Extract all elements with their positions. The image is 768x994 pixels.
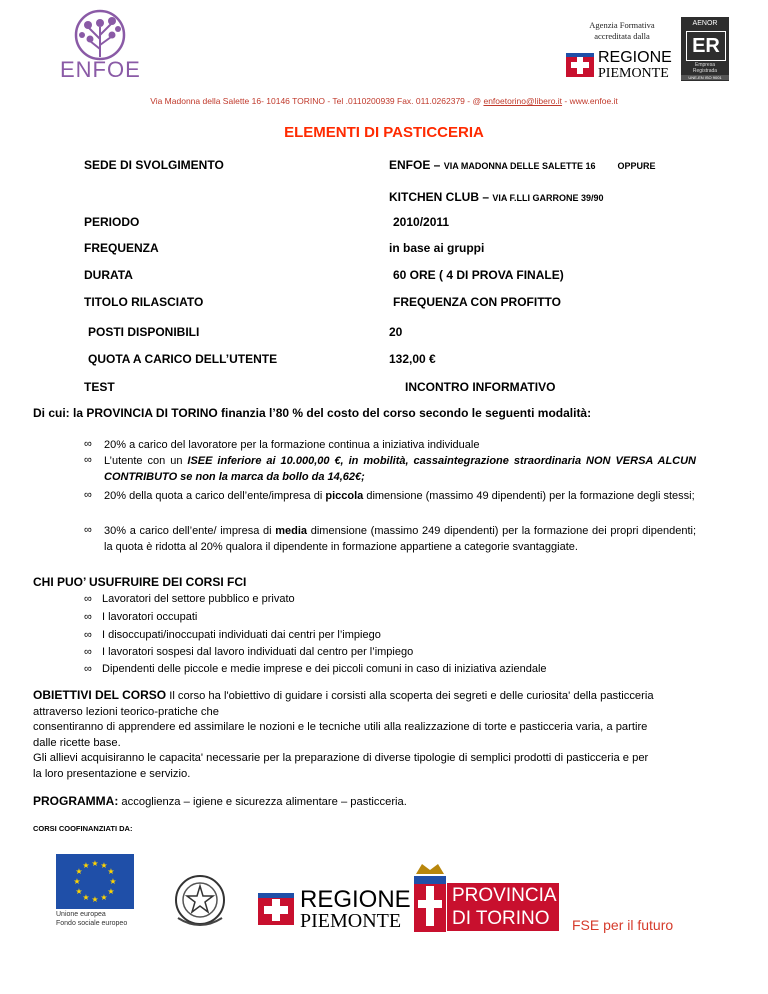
test-label: TEST [84,380,115,394]
finanziamento-item-2-text: L’utente con un [104,455,188,467]
finanziamento-item-4-text-c: dimensione (massimo 249 dipendenti) per la formazione dei propri dipendenti; la quota è ridotta al 20% qualora il dipendente in formazione appartiene a categorie svantaggiate. [104,525,696,553]
finanziamento-item-2 [104,454,696,485]
frequenza-value: in base ai gruppi [389,241,485,255]
regione-label: REGIONE [598,49,672,66]
email-link[interactable]: enfoetorino@libero.it [483,96,563,106]
obiettivi-line-1 [33,688,743,705]
obiettivi-heading: OBIETTIVI DEL CORSO [33,688,167,702]
address-line [0,96,768,106]
eu-caption-line-2: Fondo sociale europeo [56,920,128,927]
sede-label: SEDE DI SVOLGIMENTO [84,158,224,172]
bullet-icon: ∞ [84,438,92,450]
periodo-value: 2010/2011 [393,215,450,229]
aenor-standard: UNE-EN ISO 9001 [681,75,729,80]
finanziamento-item-4-text-a: 30% a carico dell’ente/ impresa di [104,525,276,537]
svg-text:★: ★ [91,895,99,904]
aenor-subtitle: Empresa Registrada [692,62,718,74]
chi-item-1: Lavoratori del settore pubblico e privato [102,593,295,605]
obiettivi-line-1-text: Il corso ha l'obiettivo di guidare i corsisti alla scoperta dei segreti e delle curiosita' della pasticceria [166,690,654,702]
svg-text:★: ★ [100,861,108,870]
bullet-icon: ∞ [84,454,92,466]
aenor-er-mark: ER [686,31,726,61]
svg-text:★: ★ [107,867,115,876]
titolo-value: FREQUENZA CON PROFITTO [393,295,561,309]
aenor-certification-badge [681,17,729,81]
agency-caption [572,20,672,42]
piemonte-label: PIEMONTE [598,66,669,81]
footer-regione-label: REGIONE [300,886,411,913]
test-value: INCONTRO INFORMATIVO [405,380,556,394]
frequenza-label: FREQUENZA [84,241,159,255]
finanziamento-item-2-emphasis: ISEE inferiore ai 10.000,00 €, in mobilità, cassaintegrazione straordinaria NON VERSA ALCUN CONTRIBUTO se non la marca da bollo da 14,62€; [104,455,696,483]
sede-oppure: OPPURE [617,161,656,171]
finanziamento-item-4 [104,524,696,555]
periodo-label: PERIODO [84,215,140,229]
sede-value-1-main: ENFOE – [389,158,444,172]
page-title: ELEMENTI DI PASTICCERIA [284,124,484,141]
bullet-icon: ∞ [84,611,92,623]
programma-text: accoglienza – igiene e sicurezza alimentare – pasticceria. [118,796,407,808]
bullet-icon: ∞ [84,646,92,658]
quota-label: QUOTA A CARICO DELL’UTENTE [88,352,278,366]
sede-value-2-main: KITCHEN CLUB – [389,190,493,204]
chi-item-2: I lavoratori occupati [102,611,198,623]
chi-heading: CHI PUO’ USUFRUIRE DEI CORSI FCI [33,575,247,589]
provincia-line-2: DI TORINO [452,908,550,929]
eu-caption-line-1: Unione europea [56,911,106,918]
svg-text:★: ★ [73,877,81,886]
svg-text:★: ★ [107,887,115,896]
finanziamento-item-3 [104,489,696,505]
svg-text:★: ★ [75,867,83,876]
obiettivi-line-2: attraverso lezioni teorico-pratiche che [33,705,219,718]
durata-label: DURATA [84,268,133,282]
svg-text:★: ★ [91,859,99,868]
svg-text:★: ★ [82,893,90,902]
address-text: Via Madonna della Salette 16- 10146 TORINO - Tel .0110200939 Fax. 011.0262379 - @ [150,96,484,106]
svg-text:★: ★ [82,861,90,870]
obiettivi-section [33,688,743,783]
quota-value: 132,00 € [389,352,436,366]
sede-value-2 [389,190,604,204]
bullet-icon: ∞ [84,524,92,536]
finanziamento-item-1: 20% a carico del lavoratore per la formazione continua a iniziativa individuale [104,439,480,451]
durata-value: 60 ORE ( 4 DI PROVA FINALE) [393,268,564,282]
bullet-icon: ∞ [84,629,92,641]
finanziamento-item-4-bold: media [275,525,308,537]
chi-item-4: I lavoratori sospesi dal lavoro individuati dal centro per l’impiego [102,646,414,658]
svg-text:★: ★ [100,893,108,902]
finanziamento-heading: Di cui: la PROVINCIA DI TORINO finanzia l’80 % del costo del corso secondo le seguenti modalità: [33,406,592,420]
bullet-icon: ∞ [84,663,92,675]
svg-text:★: ★ [75,887,83,896]
chi-item-3: I disoccupati/inoccupati individuati dai centri per l’impiego [102,629,381,641]
chi-item-5: Dipendenti delle piccole e medie imprese e dei piccoli comuni in caso di iniziativa aziendale [102,663,547,675]
finanziamento-item-3-bold: piccola [325,490,364,502]
finanziamento-item-3-text-c: dimensione (massimo 49 dipendenti) per la formazione degli stessi; [363,490,695,502]
bullet-icon: ∞ [84,593,92,605]
provincia-crest-icon [412,860,448,935]
posti-label: POSTI DISPONIBILI [88,325,200,339]
eu-caption [56,910,136,928]
bullet-icon: ∞ [84,489,92,501]
agency-line-1: Agenzia Formativa [589,20,655,30]
sede-value-1 [389,158,656,172]
titolo-label: TITOLO RILASCIATO [84,295,204,309]
piemonte-shield-icon [566,53,594,77]
provincia-line-1: PROVINCIA [452,885,557,906]
obiettivi-line-4: dalle ricette base. [33,736,121,749]
website-text: - www.enfoe.it [562,96,618,106]
provincia-logo-box [447,883,559,931]
posti-value: 20 [389,325,403,339]
programma-heading: PROGRAMMA: [33,794,119,808]
enfoe-logo-text: ENFOE [60,57,141,82]
obiettivi-line-3: consentiranno di apprendere ed assimilare le nozioni e le tecniche utili alla realizzazione di torte e pasticceria varia, a partire [33,721,648,734]
svg-text:★: ★ [109,877,117,886]
eu-flag-icon [56,854,134,909]
obiettivi-line-5: Gli allievi acquisiranno le capacita' necessarie per la preparazione di diverse tipologie di semplici prodotti di pasticceria e per [33,752,649,765]
finanziamento-item-3-text-a: 20% della quota a carico dell’ente/impresa di [104,490,326,502]
sede-value-1-address: VIA MADONNA DELLE SALETTE 16 [443,161,596,171]
programma-section [33,794,407,808]
agency-line-2: accreditata dalla [594,31,650,41]
obiettivi-line-6: la loro presentazione e servizio. [33,767,191,780]
sede-value-2-address: VIA F.LLI GARRONE 39/90 [492,193,604,203]
cofinanziati-label: CORSI COOFINANZIATI DA: [33,824,133,833]
aenor-title: AENOR [692,20,718,27]
footer-piemonte-label: PIEMONTE [300,910,402,932]
fse-slogan: FSE per il futuro [572,917,674,933]
italian-republic-emblem-icon [170,870,230,932]
piemonte-shield-footer-icon [258,893,294,925]
